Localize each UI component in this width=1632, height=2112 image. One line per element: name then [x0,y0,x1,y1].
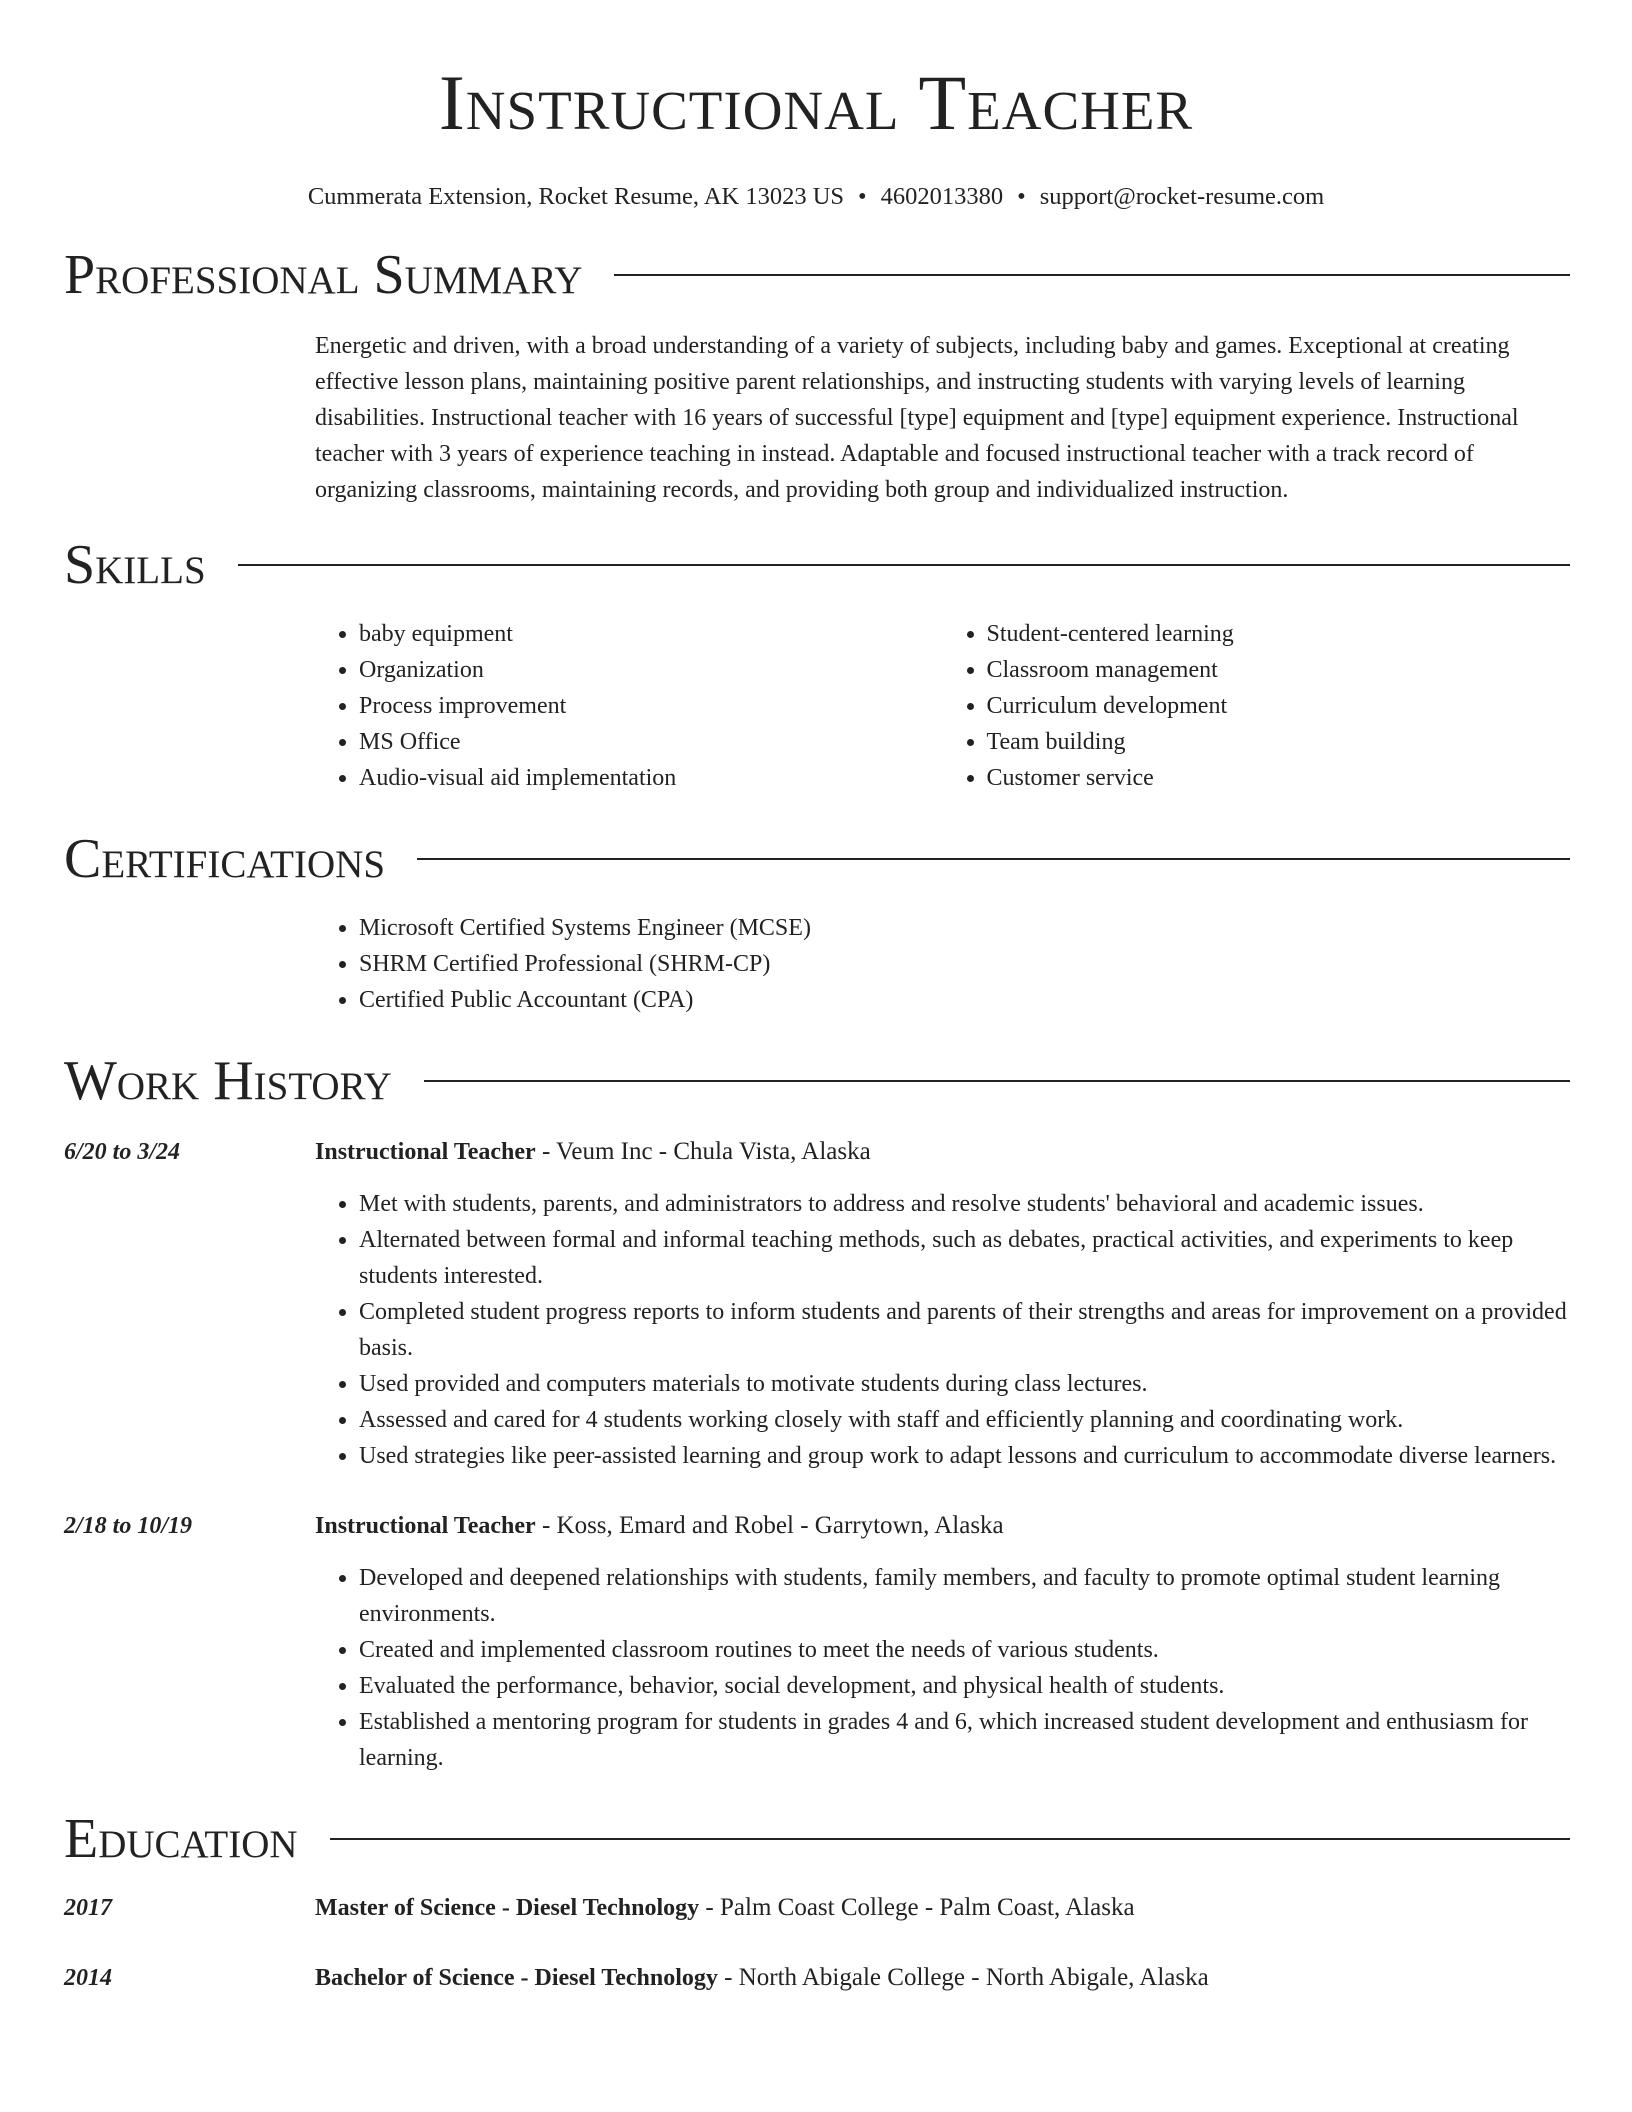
list-item: • Used provided and computers materials to motivate students during class lectures. [359,1366,1570,1402]
education-entry [64,1960,1570,1996]
section-divider [330,1838,1570,1840]
job-title: Instructional Teacher [315,1513,536,1539]
skills-section [64,534,1570,796]
list-item: • Alternated between formal and informal teaching methods, such as debates, practical activities, and experiments to keep students interested. [359,1222,1570,1294]
section-divider [238,564,1570,566]
list-item: • Customer service [987,760,1571,796]
section-title: Education [64,1808,298,1870]
section-header [64,828,1570,890]
section-divider [614,274,1570,276]
list-item: • Met with students, parents, and administrators to address and resolve students' behavioral and academic issues. [359,1186,1570,1222]
list-item: • Created and implemented classroom routines to meet the needs of various students. [359,1632,1570,1668]
education-details [315,1960,1570,1996]
certifications-list [315,910,1570,1018]
education-details [315,1890,1570,1926]
section-header [64,244,1570,306]
candidate-name: Instructional Teacher [438,59,1194,146]
list-item: • Completed student progress reports to inform students and parents of their strengths and areas for improvement on a provided basis. [359,1294,1570,1366]
section-title: Certifications [64,828,386,890]
separator: • [858,183,867,210]
certifications-section [64,828,1570,1018]
job-heading [315,1508,1570,1544]
education-entry [64,1890,1570,1926]
list-item: • Team building [987,724,1571,760]
job-employer: - Koss, Emard and Robel - Garrytown, Alaska [535,1512,1004,1539]
summary-text: Energetic and driven, with a broad understanding of a variety of subjects, including baby and games. Exceptional at creating effective lesson plans, maintaining positive parent relationships, and instructing students with varying levels of learning disabilities. Instructional teacher with 16 years of successful [type] equipment and [type] equipment experience. Instructional teacher with 3 years of experience teaching in instead. Adaptable and focused instructional teacher with a track record of organizing classrooms, maintaining records, and providing both group and individualized instruction. [315,333,1519,503]
list-item: • Classroom management [987,652,1571,688]
section-title: Work History [64,1050,392,1112]
section-header [64,1050,1570,1112]
job-heading [315,1134,1570,1170]
job-title: Instructional Teacher [315,1139,536,1165]
work-history-section [64,1050,1570,1776]
section-title: Skills [64,534,206,596]
section-divider [424,1080,1570,1082]
job-bullets [315,1186,1570,1474]
school: - North Abigale College - North Abigale, Alaska [717,1964,1209,1991]
job-details [315,1134,1570,1474]
degree: Master of Science - Diesel Technology [315,1895,700,1921]
email: support@rocket-resume.com [1039,183,1325,210]
education-year: 2017 [64,1895,112,1921]
job-details [315,1508,1570,1776]
job-bullets [315,1560,1570,1776]
separator: • [1017,183,1026,210]
skills-grid [315,616,1570,796]
list-item: • Organization [359,652,943,688]
list-item: • Established a mentoring program for students in grades 4 and 6, which increased student development and enthusiasm for learning. [359,1704,1570,1776]
summary-section [64,244,1570,508]
list-item: • SHRM Certified Professional (SHRM-CP) [359,946,1570,982]
job-entry [64,1508,1570,1776]
job-dates: 2/18 to 10/19 [64,1513,193,1539]
section-title: Professional Summary [64,244,583,306]
skills-list-left [315,616,943,796]
list-item: • Process improvement [359,688,943,724]
section-header [64,1808,1570,1870]
section-header [64,534,1570,596]
contact-line [0,182,1632,212]
address: Cummerata Extension, Rocket Resume, AK 13023 US [307,183,845,210]
list-item: • Curriculum development [987,688,1571,724]
list-item: • Evaluated the performance, behavior, social development, and physical health of students. [359,1668,1570,1704]
job-entry [64,1134,1570,1474]
list-item: • Audio-visual aid implementation [359,760,943,796]
job-employer: - Veum Inc - Chula Vista, Alaska [535,1138,871,1165]
list-item: • Microsoft Certified Systems Engineer (MCSE) [359,910,1570,946]
section-divider [417,858,1570,860]
list-item: • MS Office [359,724,943,760]
phone: 4602013380 [880,183,1004,210]
job-dates: 6/20 to 3/24 [64,1139,181,1165]
education-section [64,1808,1570,1996]
skills-list-right [943,616,1571,796]
list-item: • Certified Public Accountant (CPA) [359,982,1570,1018]
list-item: • Developed and deepened relationships with students, family members, and faculty to promote optimal student learning environments. [359,1560,1570,1632]
degree: Bachelor of Science - Diesel Technology [315,1965,718,1991]
list-item: • baby equipment [359,616,943,652]
certifications-content [315,910,1570,1018]
school: - Palm Coast College - Palm Coast, Alaska [699,1894,1135,1921]
education-year: 2014 [64,1965,112,1991]
list-item: • Assessed and cared for 4 students working closely with staff and efficiently planning and coordinating work. [359,1402,1570,1438]
list-item: • Used strategies like peer-assisted learning and group work to adapt lessons and curriculum to accommodate diverse learners. [359,1438,1570,1474]
list-item: • Student-centered learning [987,616,1571,652]
